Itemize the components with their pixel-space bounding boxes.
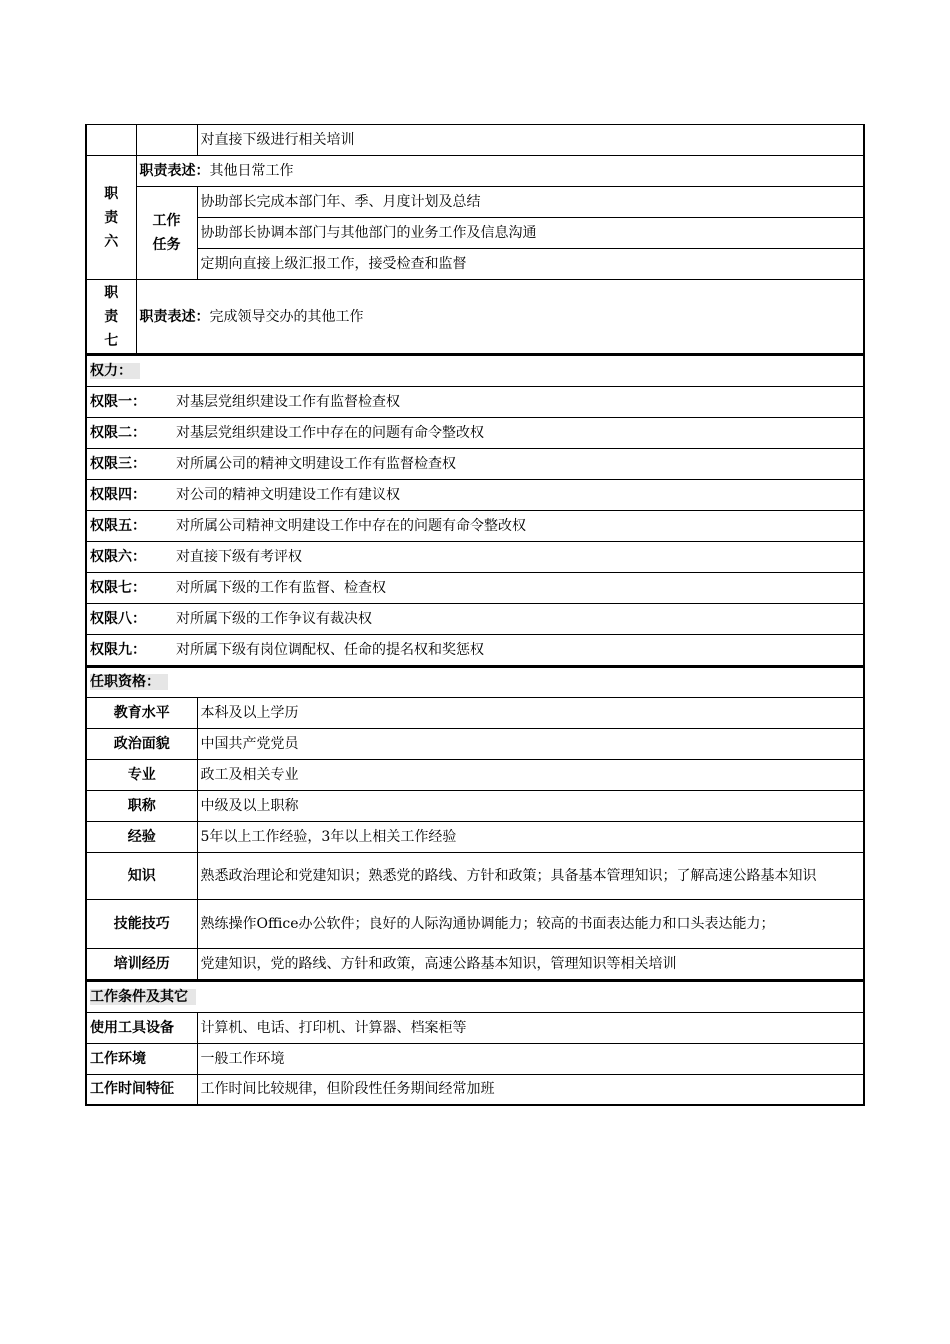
condition-label: 工作时间特征 [86, 1074, 197, 1105]
authority-text: 对所属下级的工作有监督、检查权 [176, 579, 386, 596]
section-heading: 权力： [90, 363, 140, 379]
desc-text: 其他日常工作 [209, 163, 294, 179]
authority-item [86, 479, 864, 510]
task-text: 对直接下级进行相关培训 [197, 125, 864, 156]
condition-label: 使用工具设备 [86, 1012, 197, 1043]
duty-seven-label: 职 责 七 [86, 280, 136, 354]
duties-table [85, 124, 865, 354]
authority-item [86, 541, 864, 572]
duty-six-desc-row [86, 156, 864, 187]
qualification-value: 本科及以上学历 [197, 698, 864, 729]
qualification-value: 中国共产党党员 [197, 729, 864, 760]
duty-seven-description [136, 280, 864, 354]
task-text: 协助部长协调本部门与其他部门的业务工作及信息沟通 [197, 218, 864, 249]
authority-text: 对基层党组织建设工作有监督检查权 [176, 393, 400, 410]
authority-text: 对所属下级有岗位调配权、任命的提名权和奖惩权 [176, 641, 484, 658]
authority-label: 权限五： [90, 517, 146, 534]
authority-text: 对基层党组织建设工作中存在的问题有命令整改权 [176, 424, 484, 441]
qualification-label: 教育水平 [86, 698, 197, 729]
duty-six-description [136, 156, 864, 187]
section-heading: 工作条件及其它 [90, 989, 196, 1005]
authority-text: 对所属下级的工作争议有裁决权 [176, 610, 372, 627]
qualification-label: 培训经历 [86, 949, 197, 980]
authority-item [86, 448, 864, 479]
condition-value: 计算机、电话、打印机、计算器、档案柜等 [197, 1012, 864, 1043]
authority-item [86, 634, 864, 665]
qualification-label: 经验 [86, 822, 197, 853]
qualification-row [86, 949, 864, 980]
authority-label: 权限一： [90, 393, 146, 410]
condition-row [86, 1074, 864, 1105]
qualification-row [86, 900, 864, 949]
qualification-value: 熟悉政治理论和党建知识；熟悉党的路线、方针和政策；具备基本管理知识；了解高速公路基本知识 [197, 853, 864, 900]
desc-text: 完成领导交办的其他工作 [209, 308, 364, 325]
duty-six-task-row [86, 249, 864, 280]
qualification-row [86, 729, 864, 760]
authority-label: 权限二： [90, 424, 146, 441]
authority-text: 对所属公司精神文明建设工作中存在的问题有命令整改权 [176, 517, 526, 534]
condition-value: 工作时间比较规律，但阶段性任务期间经常加班 [197, 1074, 864, 1105]
qualification-label: 政治面貌 [86, 729, 197, 760]
authority-text: 对所属公司的精神文明建设工作有监督检查权 [176, 455, 456, 472]
condition-row [86, 1043, 864, 1074]
authority-label: 权限四： [90, 486, 146, 503]
qualification-row [86, 853, 864, 900]
authority-label: 权限七： [90, 579, 146, 596]
condition-row [86, 1012, 864, 1043]
duty-seven-row [86, 280, 864, 354]
qualification-row [86, 698, 864, 729]
authority-heading-row [86, 355, 864, 386]
qualification-value: 熟练操作Office办公软件；良好的人际沟通协调能力；较高的书面表达能力和口头表达能力； [197, 900, 864, 949]
job-description-table-continued [85, 124, 865, 1106]
desc-label: 职责表述： [139, 308, 210, 325]
authority-text: 对直接下级有考评权 [176, 548, 302, 565]
qualification-row [86, 822, 864, 853]
qualifications-table [85, 666, 865, 981]
authority-item [86, 510, 864, 541]
conditions-table [85, 980, 865, 1106]
qualification-label: 知识 [86, 853, 197, 900]
qualification-value: 党建知识，党的路线、方针和政策，高速公路基本知识，管理知识等相关培训 [197, 949, 864, 980]
duty-six-label: 职 责 六 [86, 156, 136, 280]
authority-label: 权限三： [90, 455, 146, 472]
qualification-value: 政工及相关专业 [197, 760, 864, 791]
authority-text: 对公司的精神文明建设工作有建议权 [176, 486, 400, 503]
qualification-value: 中级及以上职称 [197, 791, 864, 822]
authority-item [86, 603, 864, 634]
qualification-value: 5年以上工作经验，3年以上相关工作经验 [197, 822, 864, 853]
duty-five-task-row [86, 125, 864, 156]
qualification-label: 技能技巧 [86, 900, 197, 949]
authority-table [85, 354, 865, 666]
task-text: 定期向直接上级汇报工作，接受检查和监督 [197, 249, 864, 280]
qualifications-heading-row [86, 667, 864, 698]
authority-label: 权限六： [90, 548, 146, 565]
qualification-row [86, 791, 864, 822]
condition-value: 一般工作环境 [197, 1043, 864, 1074]
qualification-label: 职称 [86, 791, 197, 822]
condition-label: 工作环境 [86, 1043, 197, 1074]
duty-six-task-row [86, 187, 864, 218]
task-text: 协助部长完成本部门年、季、月度计划及总结 [197, 187, 864, 218]
desc-label: 职责表述： [139, 163, 210, 179]
authority-item [86, 572, 864, 603]
task-label: 工作 任务 [136, 187, 197, 280]
authority-item [86, 386, 864, 417]
conditions-heading-row [86, 981, 864, 1012]
authority-label: 权限八： [90, 610, 146, 627]
authority-item [86, 417, 864, 448]
qualification-label: 专业 [86, 760, 197, 791]
section-heading: 任职资格： [90, 674, 168, 690]
qualification-row [86, 760, 864, 791]
authority-label: 权限九： [90, 641, 146, 658]
duty-six-task-row [86, 218, 864, 249]
